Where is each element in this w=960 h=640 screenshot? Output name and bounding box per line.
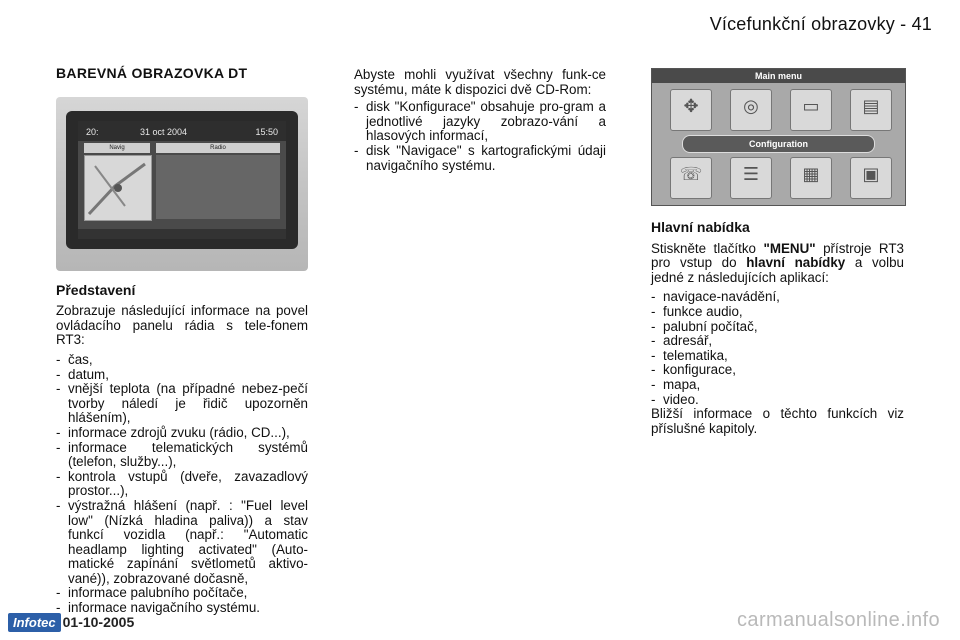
page-header-title: Vícefunkční obrazovky - 41 [709, 14, 932, 34]
trip-computer-icon: ▭ [790, 89, 832, 131]
subsection-heading-menu: Hlavní nabídka [651, 219, 750, 235]
menu-icons-row-bottom [660, 157, 897, 201]
column-middle [354, 68, 606, 173]
telematics-icon: ☏ [670, 157, 712, 199]
subsection-heading: Představení [56, 281, 136, 298]
cdrom-intro: Abyste mohli využívat všechny funk-ce systému, máte k dispozici dvě CD-Rom: [354, 67, 606, 97]
screen-tabs [78, 143, 286, 153]
applications-list [651, 290, 904, 407]
site-watermark: carmanualsonline.info [737, 609, 940, 631]
screen-map [84, 155, 152, 221]
section-heading: BAREVNÁ OBRAZOVKA DT [56, 65, 248, 81]
map-roads-icon [85, 156, 151, 220]
screen-status-bar [78, 121, 286, 141]
audio-cd-icon: ◎ [730, 89, 772, 131]
list-item: - video. [651, 393, 904, 408]
intro-text: Stiskněte tlačítko [651, 240, 764, 256]
list-item: - adresář, [651, 334, 904, 349]
list-item: - informace zdrojů zvuku (rádio, CD...), [56, 426, 308, 441]
main-menu-term: hlavní nabídky [746, 255, 846, 271]
menu-intro-paragraph [651, 242, 904, 286]
configuration-icon: ☰ [730, 157, 772, 199]
cdrom-list [354, 100, 606, 173]
info-list [56, 353, 308, 616]
screen-time-left: 20: [86, 126, 99, 137]
video-icon: ▣ [850, 157, 892, 199]
column-right [651, 68, 904, 436]
list-item: - čas, [56, 353, 308, 368]
list-item: - palubní počítač, [651, 320, 904, 335]
list-item: - telematika, [651, 349, 904, 364]
map-icon: ▦ [790, 157, 832, 199]
screen-tab-left: Navig [84, 143, 150, 153]
infotec-logo: Infotec [8, 613, 61, 632]
screen-date: 31 oct 2004 [140, 126, 188, 137]
list-item: - mapa, [651, 378, 904, 393]
screen-bottom-bar [78, 229, 286, 239]
list-item: - informace palubního počítače, [56, 586, 308, 601]
list-item: - navigace-navádění, [651, 290, 904, 305]
footer-date [8, 612, 134, 632]
screen-tab-right: Radio [156, 143, 280, 153]
directory-icon: ▤ [850, 89, 892, 131]
intro-text: přístroje RT3 pro vstup do [651, 240, 904, 271]
list-item: - disk "Navigace" s kartografickými údaji navigačního systému. [354, 144, 606, 173]
screen-info-panel [156, 155, 280, 219]
screen-time-right: 15:50 [255, 126, 278, 137]
display-screen [78, 121, 286, 239]
list-item: - vnější teplota (na případné nebez-pečí tvorby náledí je řidič upozorněn hlášením), [56, 382, 308, 426]
list-item: - výstražná hlášení (např. : "Fuel level low" (Nízká hladina paliva)) a stav funkcí vozidla (např.: "Automatic headlamp lighting activated" (Auto-matické zapínání světlometů aktivo-vané)), zobrazované dočasně, [56, 499, 308, 587]
list-item: - disk "Konfigurace" obsahuje pro-gram a jednotlivé jazyky zobrazo-vání a hlasových informací, [354, 100, 606, 144]
display-photo [56, 97, 308, 271]
menu-selected-configuration: Configuration [682, 135, 875, 153]
outro-paragraph: Bližší informace o těchto funkcích viz příslušné kapitoly. [651, 406, 904, 436]
column-left [56, 66, 308, 616]
intro-text: a volbu jedné z následujících aplikací: [651, 255, 905, 285]
list-item: - konfigurace, [651, 363, 904, 378]
menu-icons-row-top [660, 89, 897, 133]
menu-button-name: "MENU" [763, 240, 816, 256]
main-menu-title: Main menu [652, 69, 905, 83]
list-item: - informace navigačního systému. [56, 601, 308, 616]
navigation-icon: ✥ [670, 89, 712, 131]
list-item: - datum, [56, 368, 308, 383]
list-item: - kontrola vstupů (dveře, zavazadlový prostor...), [56, 470, 308, 499]
list-item: - informace telematických systémů (telefon, služby...), [56, 441, 308, 470]
main-menu-screen [651, 68, 906, 206]
list-item: - funkce audio, [651, 305, 904, 320]
publication-date: 01-10-2005 [62, 614, 135, 630]
intro-paragraph: Zobrazuje následující informace na povel ovládacího panelu rádia s tele-fonem RT3: [56, 303, 308, 348]
